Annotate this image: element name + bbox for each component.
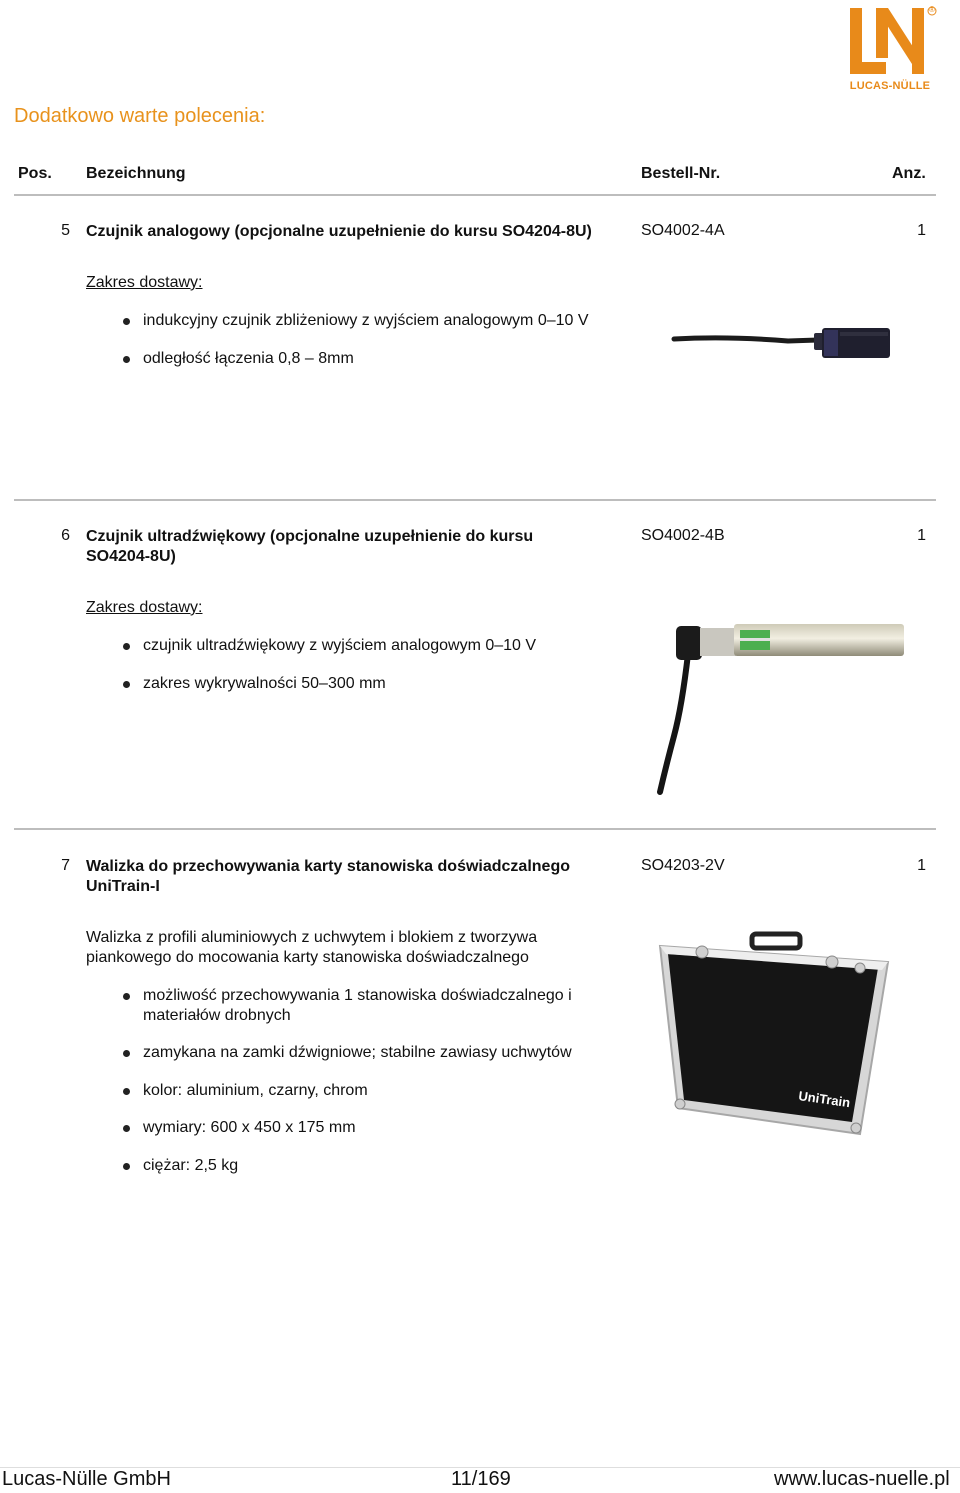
company-logo (846, 4, 938, 96)
item-order-number: SO4002-4A (641, 222, 725, 239)
ultrasonic-sensor-image (648, 616, 910, 796)
list-item: czujnik ultradźwiękowy z wyjściem analogowym 0–10 V (143, 637, 537, 654)
list-item: zamykana na zamki dźwigniowe; stabilne zawiasy uchwytów (143, 1044, 572, 1061)
item-name-line: SO4204-8U) (86, 548, 176, 565)
item-description-line: Walizka z profili aluminiowych z uchwytem i blokiem z tworzywa (86, 929, 538, 946)
case-brand-label: UniTrain (797, 1088, 852, 1111)
scope-label: Zakres dostawy: (86, 599, 203, 616)
list-item: ciężar: 2,5 kg (143, 1157, 239, 1174)
list-item (143, 986, 572, 1026)
list-item: odległość łączenia 0,8 – 8mm (143, 350, 354, 367)
row-divider (14, 499, 936, 501)
item-position: 5 (61, 222, 70, 239)
item-name-line: UniTrain-I (86, 878, 160, 895)
item-name-line: Walizka do przechowywania karty stanowiska doświadczalnego (86, 858, 570, 875)
list-item: kolor: aluminium, czarny, chrom (143, 1082, 368, 1099)
row-divider (14, 828, 936, 830)
item-name-line: Czujnik ultradźwiękowy (opcjonalne uzupełnienie do kursu (86, 528, 534, 545)
header-name: Bezeichnung (86, 165, 186, 182)
registered-mark: ® (929, 5, 935, 14)
logo-text: LUCAS-NÜLLE (849, 80, 931, 92)
item-description-line: piankowego do mocowania karty stanowiska doświadczalnego (86, 949, 529, 966)
item-position: 7 (61, 857, 70, 874)
list-item-line: możliwość przechowywania 1 stanowiska doświadczalnego i (143, 987, 572, 1004)
inductive-sensor-image (668, 320, 898, 370)
item-position: 6 (61, 527, 70, 544)
section-title: Dodatkowo warte polecenia: (14, 105, 266, 127)
item-order-number: SO4203-2V (641, 857, 725, 874)
item-quantity: 1 (917, 857, 926, 874)
storage-case-image (652, 922, 894, 1140)
scope-label: Zakres dostawy: (86, 274, 203, 291)
item-name: Czujnik analogowy (opcjonalne uzupełnienie do kursu SO4204-8U) (86, 223, 592, 240)
header-order-number: Bestell-Nr. (641, 165, 721, 182)
list-item: indukcyjny czujnik zbliżeniowy z wyjściem analogowym 0–10 V (143, 312, 589, 329)
item-order-number: SO4002-4B (641, 527, 725, 544)
header-quantity: Anz. (892, 165, 926, 182)
footer-website-link[interactable]: www.lucas-nuelle.pl (774, 1468, 950, 1490)
logo-mark-icon (846, 4, 938, 84)
item-quantity: 1 (917, 222, 926, 239)
list-item: zakres wykrywalności 50–300 mm (143, 675, 386, 692)
footer-page-number: 11/169 (451, 1468, 511, 1490)
header-divider (14, 194, 936, 196)
footer-company: Lucas-Nülle GmbH (2, 1468, 171, 1490)
list-item-line: materiałów drobnych (143, 1007, 291, 1024)
header-pos: Pos. (18, 165, 52, 182)
list-item: wymiary: 600 x 450 x 175 mm (143, 1119, 356, 1136)
item-quantity: 1 (917, 527, 926, 544)
